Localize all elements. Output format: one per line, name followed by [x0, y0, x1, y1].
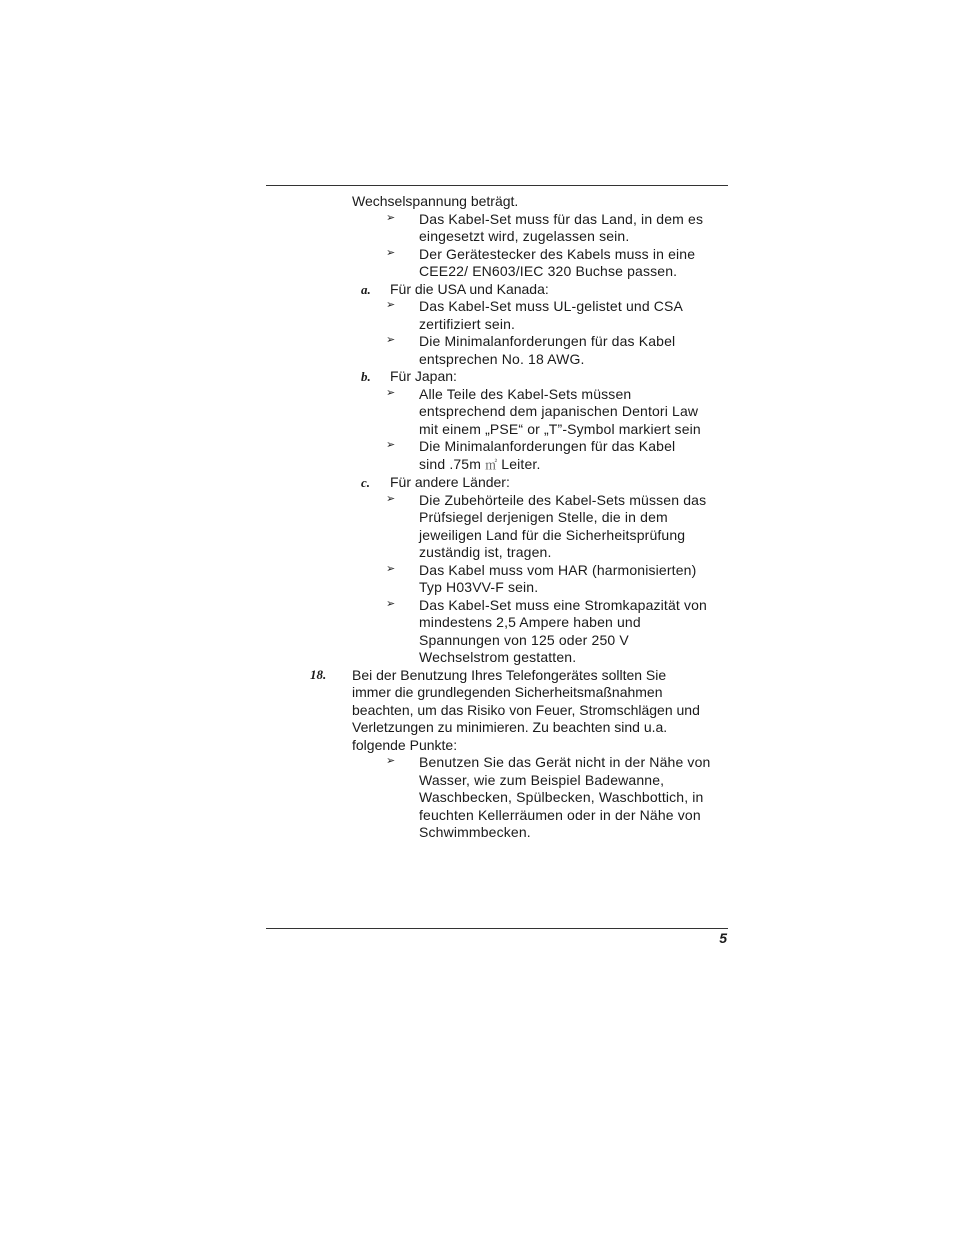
bullet-text-line: Prüfsiegel derjenigen Stelle, die in dem	[419, 509, 668, 525]
bullet-item	[0, 438, 954, 474]
bullet-text-line: Wasser, wie zum Beispiel Badewanne,	[419, 771, 665, 788]
bullet-text-line: Benutzen Sie das Gerät nicht in der Nähe von	[419, 754, 711, 770]
subsection-title: Für die USA und Kanada:	[390, 280, 549, 297]
bullet-item	[0, 754, 954, 842]
bullet-text-fragment: Leiter.	[497, 455, 541, 472]
bullet-text-fragment: sind .75m	[419, 455, 482, 472]
bullet-text-line: Der Gerätestecker des Kabels muss in eine	[419, 245, 696, 262]
bullet-text-line: Das Kabel-Set muss eine Stromkapazität von	[419, 596, 707, 613]
bullet-item	[0, 211, 954, 246]
bullet-text-line: Das Kabel-Set muss für das Land, in dem es	[419, 210, 704, 227]
bullet-text-line: zuständig ist, tragen.	[419, 544, 552, 560]
item-text-line: beachten, um das Risiko von Feuer, Stromschlägen und	[352, 701, 700, 718]
arrow-bullet-icon: ➢	[386, 439, 396, 451]
bullet-text-line: Alle Teile des Kabel-Sets müssen	[419, 385, 632, 402]
page-number: 5	[719, 930, 727, 946]
bullet-text-line: entsprechen No. 18 AWG.	[419, 350, 585, 367]
page-body	[0, 193, 954, 842]
bullet-text-line	[419, 456, 954, 475]
bullet-text-line: Schwimmbecken.	[419, 824, 531, 840]
bullet-text-line: Waschbecken, Spülbecken, Waschbottich, in	[419, 789, 704, 805]
bullet-text-line: CEE22/ EN603/IEC 320 Buchse passen.	[419, 263, 678, 279]
item-text-line: folgende Punkte:	[352, 736, 458, 753]
subsection-title: Für Japan:	[390, 368, 457, 384]
bullet-text-line: eingesetzt wird, zugelassen sein.	[419, 228, 630, 244]
bullet-text-line: Die Minimalanforderungen für das Kabel	[419, 333, 676, 349]
arrow-bullet-icon: ➢	[386, 755, 396, 767]
bullet-text-line: Das Kabel-Set muss UL-gelistet und CSA	[419, 298, 684, 314]
bullet-item	[0, 562, 954, 597]
bullet-text-line: Die Zubehörteile des Kabel-Sets müssen das	[419, 491, 707, 508]
bullet-text-line: Die Minimalanforderungen für das Kabel	[419, 438, 676, 454]
arrow-bullet-icon: ➢	[386, 211, 396, 224]
arrow-bullet-icon: ➢	[386, 492, 396, 505]
arrow-bullet-icon: ➢	[386, 597, 396, 610]
bullet-text-line: mindestens 2,5 Ampere haben und	[419, 614, 641, 630]
arrow-bullet-icon: ➢	[386, 246, 396, 259]
subsection-marker: a.	[361, 281, 371, 297]
bullet-item	[0, 298, 954, 333]
subsection-heading-a	[0, 281, 954, 299]
arrow-bullet-icon: ➢	[386, 562, 396, 575]
item-text-line: Bei der Benutzung Ihres Telefongerätes sollten Sie	[352, 666, 667, 683]
bullet-text-line: zertifiziert sein.	[419, 315, 516, 332]
bullet-text-line: Wechselstrom gestatten.	[419, 649, 577, 665]
bullet-text-line: Typ H03VV-F sein.	[419, 579, 539, 595]
bullet-text-line: Spannungen von 125 oder 250 V	[419, 631, 629, 648]
continuation-line: Wechselspannung beträgt.	[352, 193, 519, 209]
header-rule	[266, 185, 728, 186]
bullet-text-line: Das Kabel muss vom HAR (harmonisierten)	[419, 561, 697, 578]
item-number: 18.	[310, 666, 327, 682]
footer-rule	[266, 928, 728, 929]
subsection-marker: b.	[361, 369, 371, 384]
item-text-line: Verletzungen zu minimieren. Zu beachten sind u.a.	[352, 719, 668, 735]
bullet-item	[0, 333, 954, 368]
bullet-text-line: feuchten Kellerräumen oder in der Nähe von	[419, 806, 701, 823]
item-text-line: immer die grundlegenden Sicherheitsmaßnahmen	[352, 684, 663, 700]
bullet-text-line: jeweiligen Land für die Sicherheitsprüfung	[419, 526, 686, 543]
bullet-item	[0, 597, 954, 667]
numbered-item-18	[0, 667, 954, 755]
subsection-marker: c.	[361, 475, 371, 490]
bullet-text-line: mit einem „PSE“ or „T”-Symbol markiert sein	[419, 420, 701, 437]
subsection-title: Für andere Länder:	[390, 474, 510, 490]
bullet-text-line: entsprechend dem japanischen Dentori Law	[419, 403, 699, 419]
bullet-item	[0, 492, 954, 562]
arrow-bullet-icon: ➢	[386, 334, 396, 346]
bullet-item	[0, 386, 954, 439]
subsection-heading-c	[0, 474, 954, 492]
subsection-heading-b	[0, 368, 954, 386]
bullet-item	[0, 246, 954, 281]
square-meter-unit: ㎡	[485, 457, 498, 472]
arrow-bullet-icon: ➢	[386, 299, 396, 311]
arrow-bullet-icon: ➢	[386, 386, 396, 399]
